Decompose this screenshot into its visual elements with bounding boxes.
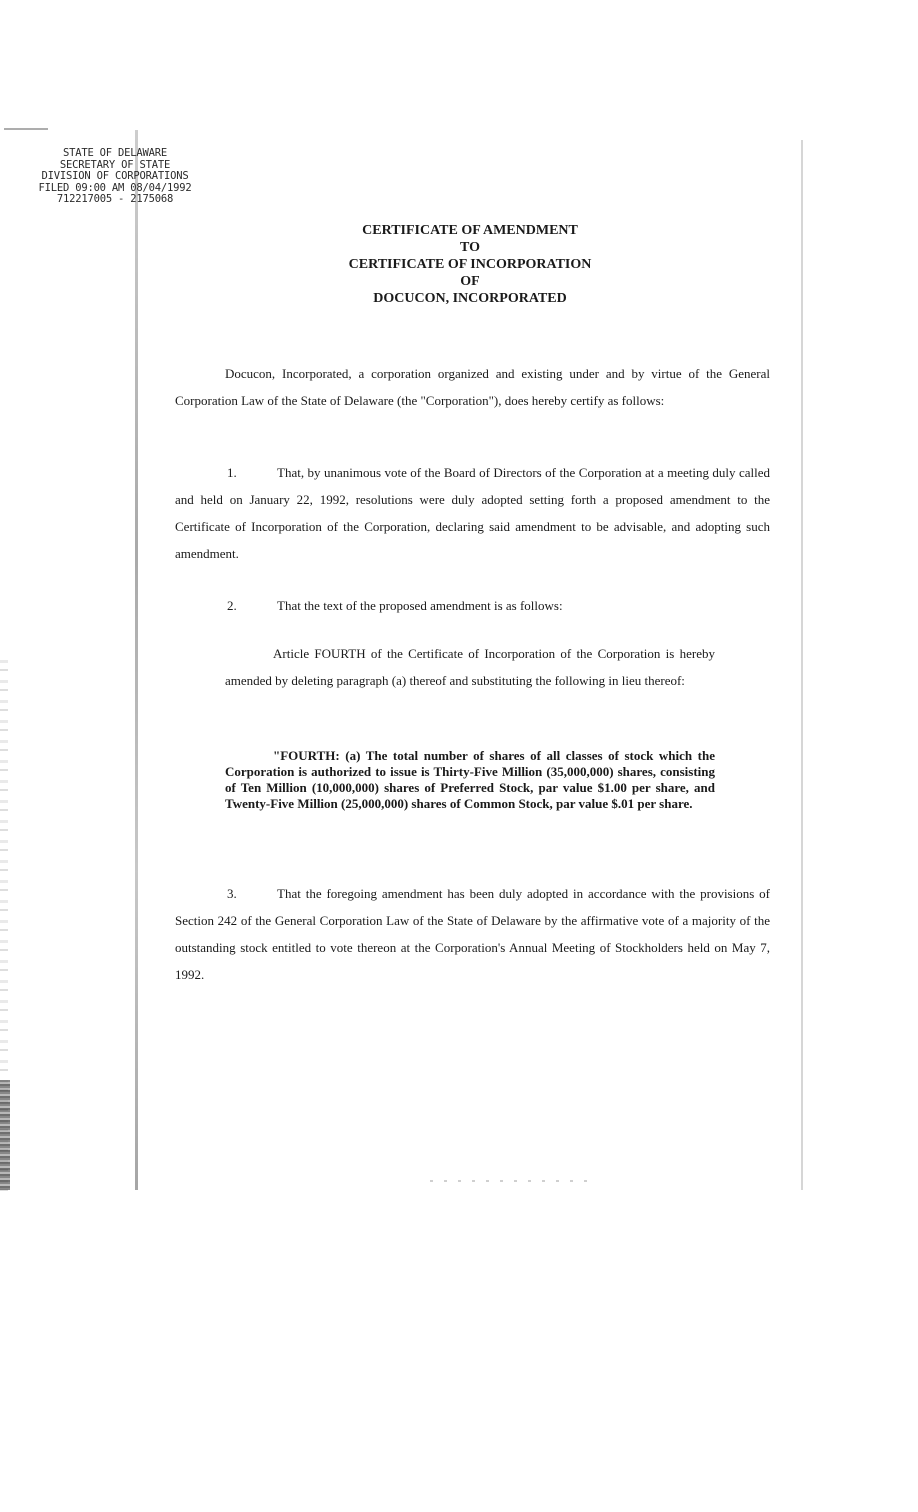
item-2-text: That the text of the proposed amendment is as follows: — [277, 598, 563, 613]
fourth-amendment-text: "FOURTH: (a) The total number of shares of all classes of stock which the Corporation is authorized to issue is Thirty-Five Million (35,000,000) shares, consisting of Ten Million (10,000,000) shares of Preferred Stock, par value $1.00 per share, and Twenty-Five Million (25,000,000) shares of Common Stock, par value $.01 per share. — [225, 748, 715, 811]
stamp-line-division: DIVISION OF CORPORATIONS — [41, 170, 189, 182]
scan-corner-mark — [4, 128, 48, 130]
article-fourth-paragraph: Article FOURTH of the Certificate of Incorporation of the Corporation is hereby amended by deleting paragraph (a) thereof and substituting the following in lieu thereof: — [225, 646, 715, 688]
scan-bottom-specks — [430, 1180, 590, 1182]
item-3-text: That the foregoing amendment has been duly adopted in accordance with the provisions of Section 242 of the General Corporation Law of the State of Delaware by the affirmative vote of a majority of the outstanding stock entitled to vote thereon at the Corporation's Annual Meeting of Stockholders held on May 7, 1992. — [175, 886, 770, 982]
title-line-1: CERTIFICATE OF AMENDMENT — [362, 223, 578, 238]
filing-stamp — [10, 148, 220, 206]
item-1-number: 1. — [227, 465, 237, 480]
stamp-line-state: STATE OF DELAWARE — [62, 147, 168, 159]
scan-artifact-left-line — [135, 130, 138, 1190]
title-line-5: DOCUCON, INCORPORATED — [373, 291, 567, 306]
stamp-line-number: 712217005 - 2175068 — [56, 193, 174, 205]
stamp-line-secretary: SECRETARY OF STATE — [59, 158, 171, 171]
item-1-paragraph — [175, 459, 770, 567]
intro-paragraph: Docucon, Incorporated, a corporation organized and existing under and by virtue of the General Corporation Law of the State of Delaware (the "Corporation"), does hereby certify as follows: — [175, 366, 770, 408]
item-1-text: That, by unanimous vote of the Board of Directors of the Corporation at a meeting duly called and held on January 22, 1992, resolutions were duly adopted setting forth a proposed amendment to the Certificate of Incorporation of the Corporation, declaring said amendment to be advisable, and adopting such amendment. — [175, 465, 770, 561]
item-2-paragraph — [175, 592, 770, 619]
item-3-number: 3. — [227, 886, 237, 901]
document-title — [290, 222, 650, 307]
item-2-number: 2. — [227, 598, 237, 613]
stamp-line-filed: FILED 09:00 AM 08/04/1992 — [38, 181, 192, 194]
scan-artifact-right-line — [801, 140, 803, 1190]
title-line-4: OF — [460, 274, 480, 289]
title-line-3: CERTIFICATE OF INCORPORATION — [348, 257, 592, 272]
item-3-paragraph — [175, 880, 770, 988]
scan-edge-noise-dark — [0, 1080, 10, 1190]
title-line-2: TO — [460, 240, 480, 255]
